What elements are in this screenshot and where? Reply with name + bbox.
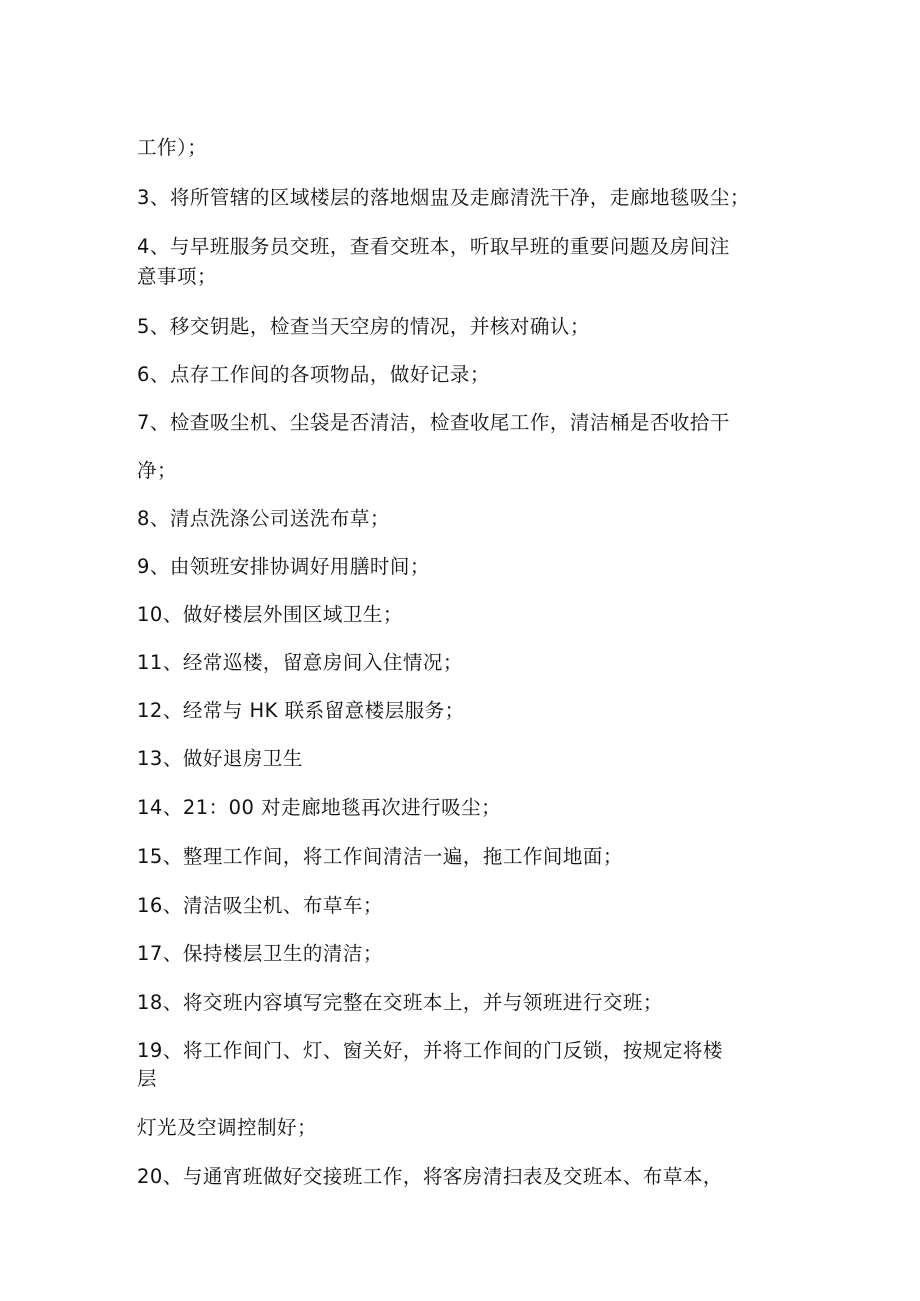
text-line: 19、将工作间门、灯、窗关好，并将工作间的门反锁，按规定将楼 (137, 1039, 723, 1062)
text-line: 16、清洁吸尘机、布草车； (137, 894, 383, 917)
text-line: 6、点存工作间的各项物品，做好记录； (137, 363, 490, 386)
text-line: 9、由领班安排协调好用膳时间； (137, 555, 430, 578)
text-line: 工作）； (137, 136, 208, 159)
text-line: 8、清点洗涤公司送洗布草； (137, 507, 390, 530)
text-line: 11、经常巡楼，留意房间入住情况； (137, 651, 463, 674)
text-line: 灯光及空调控制好； (137, 1116, 318, 1139)
text-line: 12、经常与 HK 联系留意楼层服务； (137, 699, 465, 722)
text-line: 净； (137, 459, 178, 482)
text-line: 10、做好楼层外围区域卫生； (137, 603, 403, 626)
text-line: 4、与早班服务员交班，查看交班本，听取早班的重要问题及房间注 (137, 235, 730, 258)
text-line: 18、将交班内容填写完整在交班本上，并与领班进行交班； (137, 991, 663, 1014)
text-line: 意事项； (137, 265, 218, 288)
text-line: 17、保持楼层卫生的清洁； (137, 942, 383, 965)
text-line: 层 (137, 1067, 158, 1090)
text-line: 3、将所管辖的区域楼层的落地烟盅及走廊清洗干净，走廊地毯吸尘； (137, 186, 750, 209)
text-line: 5、移交钥匙，检查当天空房的情况，并核对确认； (137, 315, 590, 338)
text-line: 14、21：00 对走廊地毯再次进行吸尘； (137, 796, 502, 819)
text-line: 20、与通宵班做好交接班工作，将客房清扫表及交班本、布草本， (137, 1165, 723, 1188)
text-line: 7、检查吸尘机、尘袋是否清洁，检查收尾工作，清洁桶是否收拾干 (137, 411, 730, 434)
text-line: 13、做好退房卫生 (137, 747, 303, 770)
text-line: 15、整理工作间，将工作间清洁一遍，拖工作间地面； (137, 845, 623, 868)
